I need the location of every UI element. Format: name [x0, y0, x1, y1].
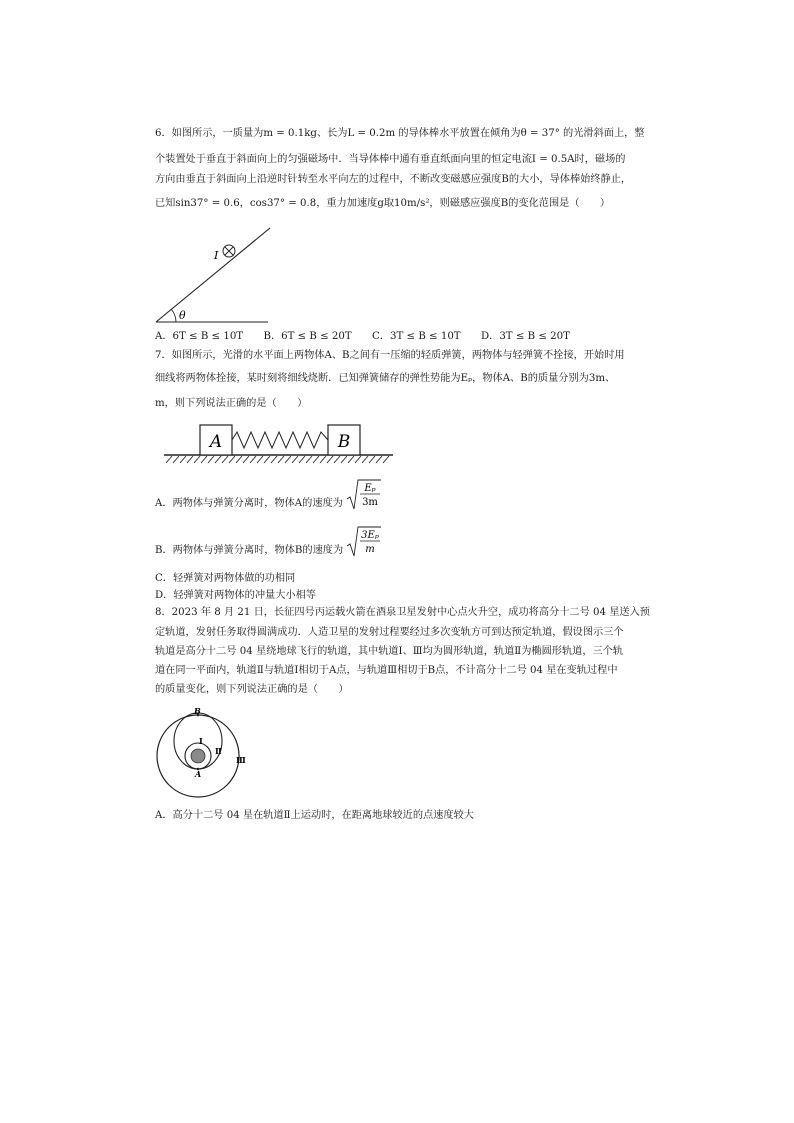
q8-stem-line-5: 的质量变化，则下列说法正确的是（ ）: [155, 684, 349, 695]
q7-ground-hatch: [166, 456, 389, 463]
q7-option-b: [155, 530, 382, 559]
q7-option-b-denominator: m: [365, 544, 376, 555]
q7-block-a-label: A: [209, 432, 223, 452]
q8-orbit-3-label: Ⅲ: [236, 755, 246, 765]
q7-option-a-text: A．两物体与弹簧分离时，物体A的速度为: [155, 498, 343, 509]
q8-earth-icon: [191, 749, 205, 763]
q7-stem-line-1: 7．如图所示，光滑的水平面上两物体A、B之间有一压缩的轻质弹簧，两物体与轻弹簧不拴接，开始时用: [155, 350, 625, 361]
q6-stem-line-3: 方向由垂直于斜面向上沿逆时针转至水平向左的过程中，不断改变磁感应强度B的大小，导体棒始终静止，: [155, 174, 632, 185]
q7-option-b-numerator: 3Eₚ: [361, 530, 380, 541]
q6-angle-arc: [172, 310, 177, 323]
q6-options: A．6T ≤ B ≤ 10T B．6T ≤ B ≤ 20T C．3T ≤ B ≤ 10T D．3T ≤ B ≤ 20T: [155, 331, 570, 342]
q6-stem-line-1: 6．如图所示，一质量为m = 0.1kg、长为L = 0.2m 的导体棒水平放置在倾角为θ = 37° 的光滑斜面上，整: [155, 128, 645, 139]
q7-option-a: [155, 483, 382, 512]
q8-stem-line-4: 道在同一平面内，轨道Ⅱ与轨道Ⅰ相切于A点，与轨道Ⅲ相切于B点，不计高分十二号 04 星在变轨过程中: [155, 665, 618, 676]
q7-option-a-sqrt-fraction: [346, 478, 382, 512]
q8-option-a: A．高分十二号 04 星在轨道Ⅱ上运动时，在距离地球较近的点速度较大: [155, 810, 474, 821]
q8-stem-line-1: 8．2023 年 8 月 21 日，长征四号丙运载火箭在酒泉卫星发射中心点火升空，成功将高分十二号 04 星送入预: [155, 607, 650, 618]
q8-orbit-1-label: Ⅰ: [199, 736, 203, 746]
q8-orbit-figure: [152, 704, 252, 804]
q8-stem-line-2: 定轨道，发射任务取得圆满成功．人造卫星的发射过程要经过多次变轨方可到达预定轨道，假设图示三个: [155, 627, 624, 638]
q7-compressed-spring: [232, 432, 328, 448]
q6-incline-line: [156, 228, 270, 322]
q7-option-c: C．轻弹簧对两物体做的功相同: [155, 573, 296, 584]
q7-spring-figure: [158, 420, 398, 468]
q8-orbit-2-label: Ⅱ: [215, 746, 222, 756]
q7-option-a-denominator: 3m: [362, 497, 379, 508]
q8-point-b-label: B: [194, 706, 201, 716]
q6-angle-label: θ: [179, 309, 186, 322]
q8-point-a-label: A: [195, 769, 202, 779]
q7-stem-line-3: m，则下列说法正确的是（ ）: [155, 398, 308, 409]
q8-stem-line-3: 轨道是高分十二号 04 星绕地球飞行的轨道，其中轨道Ⅰ、Ⅲ均为圆形轨道，轨道Ⅱ为椭圆形轨道，三个轨: [155, 646, 624, 657]
q7-option-a-numerator: Eₚ: [364, 483, 376, 494]
q6-incline-figure: [150, 222, 280, 326]
q7-option-d: D．轻弹簧对两物体的冲量大小相等: [155, 590, 316, 601]
q6-stem-line-4: 已知sin37° = 0.6，cos37° = 0.8，重力加速度g取10m/s²，则磁感应强度B的变化范围是（ ）: [155, 198, 611, 209]
q6-stem-line-2: 个装置处于垂直于斜面向上的匀强磁场中．当导体棒中通有垂直纸面向里的恒定电流I = 0.5A时，磁场的: [155, 154, 626, 165]
q7-option-b-sqrt-fraction: [346, 525, 382, 559]
q7-option-b-text: B．两物体与弹簧分离时，物体B的速度为: [155, 545, 344, 556]
q7-block-b-label: B: [337, 432, 351, 452]
q6-current-label: I: [214, 249, 219, 262]
q7-stem-line-2: 细线将两物体拴接，某时刻将细线烧断．已知弹簧储存的弹性势能为Eₚ，物体A、B的质量分别为3m、: [155, 373, 616, 384]
